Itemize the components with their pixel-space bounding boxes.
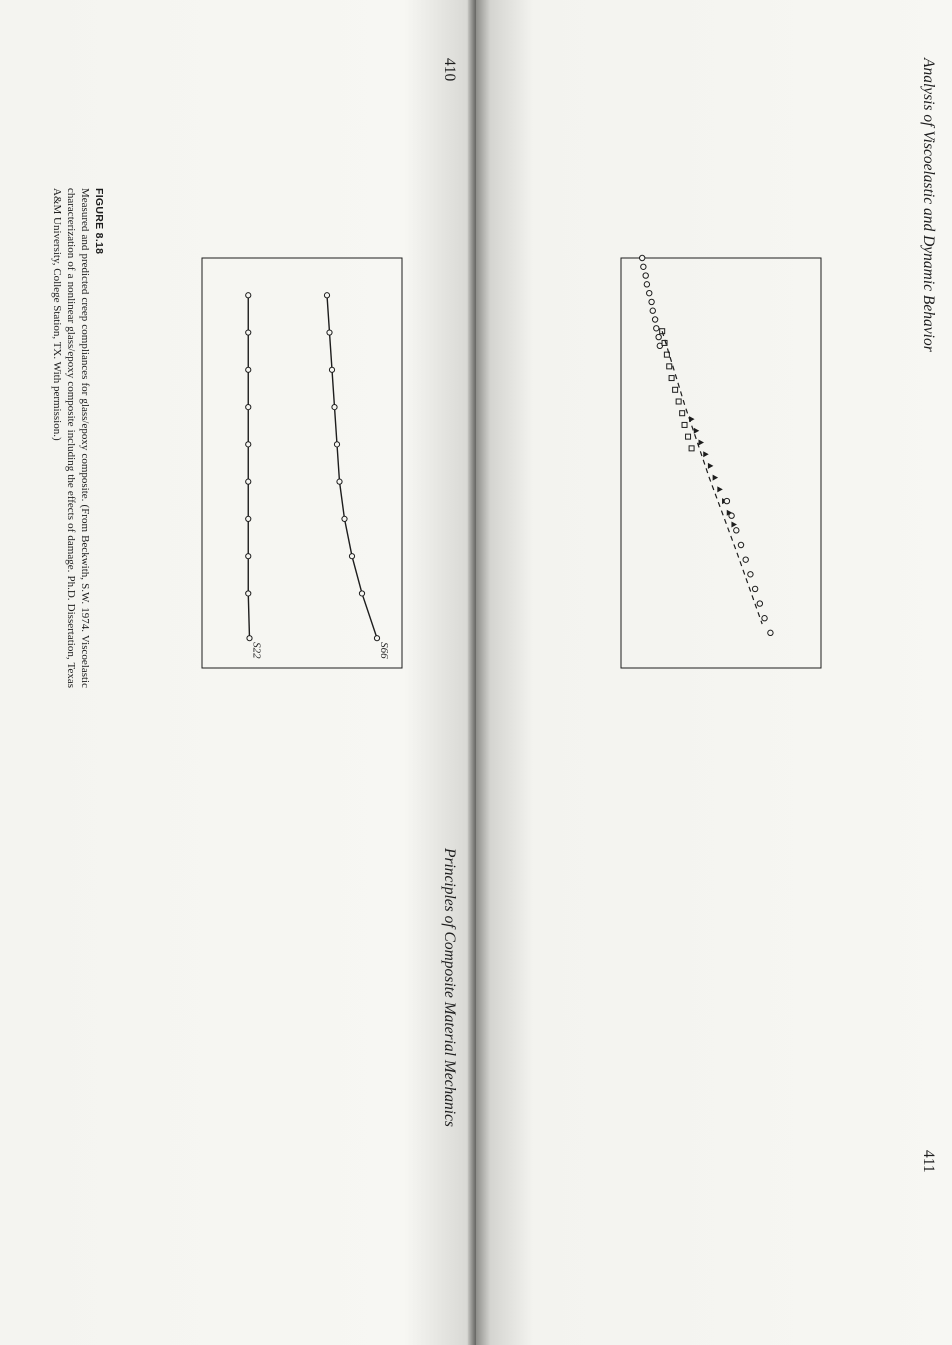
data-point-82f [644,282,649,287]
data-point-153f [708,463,714,469]
data-point-176f [748,572,753,577]
series-line-s66 [327,295,377,638]
data-point-176f [743,557,748,562]
caption-text: Measured and predicted creep compliances for glass/epoxy composite. (From Beckwith, S.W. 1974. Viscoelastic characterization of a nonlinear glass/epoxy composite including the effects of damage. Ph.D. Dissertation, Texas A&M University, College Station, TX. With permission.) [51,188,91,688]
data-point-153f [731,522,737,528]
figure-8-19 [561,188,841,688]
data-point [349,554,354,559]
left-page-content [42,58,462,1318]
running-title: Analysis of Viscoelastic and Dynamic Behavior [920,58,937,352]
data-point-176f [729,513,734,518]
data-point [246,330,251,335]
plot-frame [621,258,821,668]
data-point-176f [734,528,739,533]
data-point-117f [667,364,672,369]
data-point-117f [682,422,687,427]
data-point [359,591,364,596]
data-point-117f [680,411,685,416]
data-point-176f [757,601,762,606]
data-point [332,404,337,409]
series-label: S66 [378,642,390,659]
data-point-117f [689,446,694,451]
data-point-82f [649,299,654,304]
data-point-117f [669,376,674,381]
data-point-82f [647,290,652,295]
data-point [246,516,251,521]
data-point-82f [656,334,661,339]
data-point [246,591,251,596]
data-point [246,479,251,484]
data-point-176f [724,498,729,503]
data-point [246,367,251,372]
data-point-117f [673,387,678,392]
right-running-head [913,58,941,1318]
data-point-153f [699,440,705,446]
right-page [476,0,952,1345]
plot-frame [202,258,402,668]
data-point-176f [752,586,757,591]
data-point [246,442,251,447]
data-point [337,479,342,484]
data-point [246,554,251,559]
data-point-176f [738,542,743,547]
data-point [329,367,334,372]
data-point-117f [686,434,691,439]
data-point-176f [762,616,767,621]
figure-8-18 [142,188,422,688]
running-title: Principles of Composite Material Mechanics [441,848,458,1127]
data-point-82f [650,308,655,313]
data-point-153f [703,451,709,457]
page-number: 410 [441,58,458,82]
data-point [327,330,332,335]
data-point-82f [654,326,659,331]
figure-8-19-chart [561,188,841,688]
figure-8-18-caption [50,188,106,688]
data-point [342,516,347,521]
figure-8-18-chart [142,188,422,688]
data-point-82f [652,317,657,322]
data-point-117f [676,399,681,404]
data-point [246,293,251,298]
data-point [374,636,379,641]
series-line-s22 [248,295,249,638]
data-point-82f [643,273,648,278]
data-point-82f [641,264,646,269]
data-point [334,442,339,447]
data-point-153f [694,428,700,434]
data-point [246,404,251,409]
right-page-content [521,58,941,1318]
data-point-82f [639,255,644,260]
series-line-laminated-plate [662,331,762,624]
data-point-153f [717,486,723,492]
series-label: S22 [250,642,263,659]
caption-label: FIGURE 8.18 [93,188,105,255]
data-point-176f [768,630,773,635]
data-point-153f [713,475,719,481]
page-number: 411 [920,1150,937,1173]
left-running-head [434,58,462,1318]
data-point [324,293,329,298]
data-point [247,636,252,641]
